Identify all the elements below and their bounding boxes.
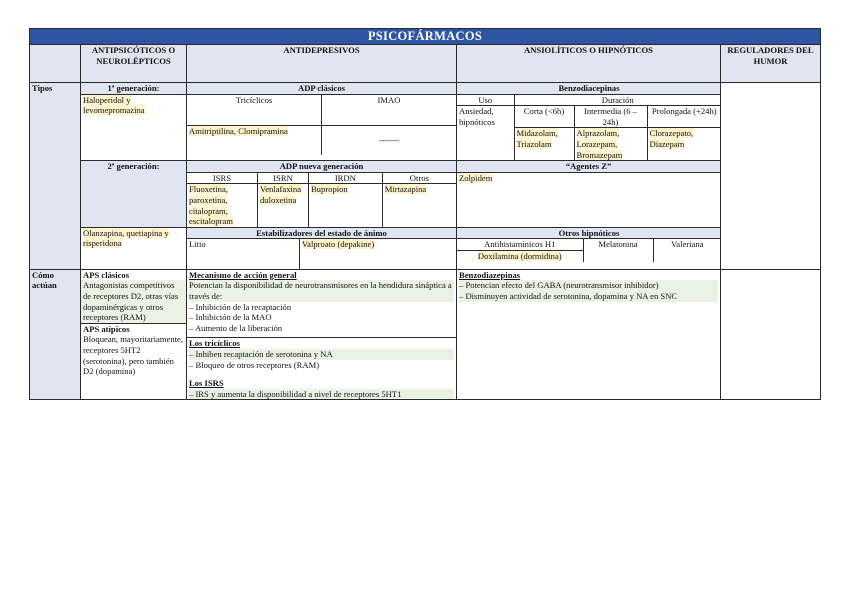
triciclicos-header: Tricíclicos xyxy=(187,94,322,125)
prolongada-header: Prolongada (+24h) xyxy=(647,106,721,128)
reguladores-tipos-cell xyxy=(721,83,821,270)
row-header-tipos: Tipos xyxy=(30,83,81,270)
benzodiacepinas-header: Benzodiacepinas xyxy=(457,83,721,94)
isrs-header: ISRS xyxy=(187,172,257,184)
estabilizadores-table xyxy=(187,228,456,269)
uso-header: Uso xyxy=(457,94,514,106)
aps-atipicos-label: APS atípicos xyxy=(83,323,130,334)
row-header-como: Cómo actúan xyxy=(30,269,81,400)
reguladores-como-cell xyxy=(721,269,821,400)
litio: Litio xyxy=(187,239,299,269)
imao-header: IMAO xyxy=(322,94,457,125)
corta-drugs: Midazolam, Triazolam xyxy=(516,128,558,149)
isrn-drugs: Venlafaxina duloxetina xyxy=(259,184,302,205)
melatonina: Melatonina xyxy=(583,239,653,262)
triciclicos-title: Los tricíclicos xyxy=(189,338,240,349)
benzo-item: – Potencian efecto del GABA (neurotransmisor inhibidor) xyxy=(459,280,718,291)
benzo-title: Benzodiazepinas xyxy=(459,269,521,280)
benzodiacepinas-table xyxy=(457,83,721,160)
mecanismo-text: Potencian la disponibilidad de neurotransmisores en la hendidura sináptica a través de: xyxy=(189,280,454,301)
adp-clasicos-table xyxy=(187,83,456,155)
aps-clasicos-text: Antagonistas competitivos de receptores D2, otras vías dopaminérgicas y otros receptores (RAM) xyxy=(81,280,186,322)
mecanismo-title: Mecanismo de acción general xyxy=(189,269,297,280)
irdn-header: IRDN xyxy=(308,172,382,184)
triciclicos-item: – Inhiben recaptación de serotonina y NA xyxy=(189,349,454,360)
uso-value: Ansiedad, hipnóticos xyxy=(457,106,514,160)
valproato: Valproato (depakine) xyxy=(301,239,375,250)
estabilizadores-header: Estabilizadores del estado de ánimo xyxy=(187,228,456,239)
mecanismo-item: – Inhibición de la MAO xyxy=(189,312,272,323)
gen2-label: 2ª generación: xyxy=(81,161,187,228)
otros-hipnoticos-header: Otros hipnóticos xyxy=(457,228,721,239)
adp-nueva-table xyxy=(187,161,456,227)
psicofarmacos-table xyxy=(29,28,821,400)
isrs-title: Los ISRS xyxy=(189,378,224,389)
imao-drugs: ------- xyxy=(322,125,457,155)
otros-drugs: Mirtazapina xyxy=(384,184,427,195)
benzo-item: – Disminuyen actividad de serotonina, dopamina y NA en SNC xyxy=(459,291,718,302)
otros-hipnoticos-table xyxy=(457,228,721,262)
adp-clasicos-cell xyxy=(187,83,457,161)
isrs-drugs: Fluoxetina, paroxetina, citalopram, escitalopram xyxy=(189,184,233,227)
intermedia-header: Intermedia (6 – 24h) xyxy=(574,106,647,128)
triciclicos-item: – Bloqueo de otros receptores (RAM) xyxy=(189,359,320,370)
isrs-item: – IRS y aumenta la disponibilidad a nivel de receptores 5HT1 xyxy=(189,389,454,400)
zolpidem: Zolpidem xyxy=(459,172,493,183)
otros-hipnoticos-cell xyxy=(457,227,721,269)
col-header-ansioliticos: ANSIOLÍTICOS O HIPNÓTICOS xyxy=(457,45,721,83)
benzodiacepinas-cell xyxy=(457,83,721,161)
doxilamina: Doxilamina (dormidina) xyxy=(477,250,562,261)
mecanismo-item: – Aumento de la liberación xyxy=(189,322,283,333)
psicofarmacos-table-wrapper xyxy=(29,28,820,400)
adp-nueva-header: ADP nueva generación xyxy=(187,161,456,172)
otros-header: Otros xyxy=(382,172,456,184)
gen1-drugs: Haloperidol y levomepromazina xyxy=(83,94,145,116)
gen1-cell xyxy=(81,83,187,161)
agentes-z-cell xyxy=(457,161,721,228)
page-title: PSICOFÁRMACOS xyxy=(30,29,821,45)
aps-mecanismos-cell xyxy=(81,269,187,400)
col-header-reguladores: REGULADORES DEL HUMOR xyxy=(721,45,821,83)
duracion-header: Duración xyxy=(514,94,721,106)
valeriana: Valeriana xyxy=(653,239,721,262)
corner-cell xyxy=(30,45,81,83)
prolongada-drugs: Clorazepato, Diazepam xyxy=(649,128,694,149)
aps-atipicos-text: Bloquean, mayoritariamente, receptores 5HT2 (serotonina), pero también D2 (dopamina) xyxy=(83,334,183,377)
col-header-antidepresivos: ANTIDEPRESIVOS xyxy=(187,45,457,83)
ansioliticos-mecanismos-cell xyxy=(457,269,721,400)
corta-header: Corta (<6h) xyxy=(514,106,574,128)
estabilizadores-cell xyxy=(187,227,457,269)
mecanismo-item: – Inhibición de la recaptación xyxy=(189,301,292,312)
triciclicos-drugs: Amitriptilina, Clomipramina xyxy=(189,125,288,136)
irdn-drugs: Bupropion xyxy=(310,184,348,195)
adp-nueva-cell xyxy=(187,161,457,228)
aps-clasicos-label: APS clásicos xyxy=(83,269,130,280)
antihistaminicos: Antihistamínicos H1 xyxy=(457,239,583,251)
gen2-drugs: Olanzapina, quetiapina y risperidona xyxy=(83,227,169,249)
col-header-antipsicoticos: ANTIPSICÓTICOS O NEUROLÉPTICOS xyxy=(81,45,187,83)
intermedia-drugs: Alprazolam, Lorazepam, Bromazepam xyxy=(576,128,623,160)
agentes-z-header: “Agentes Z” xyxy=(457,161,720,173)
isrn-header: ISRN xyxy=(257,172,308,184)
adp-mecanismos-cell xyxy=(187,269,457,400)
gen1-label: 1ª generación: xyxy=(81,83,186,95)
adp-clasicos-header: ADP clásicos xyxy=(187,83,456,94)
